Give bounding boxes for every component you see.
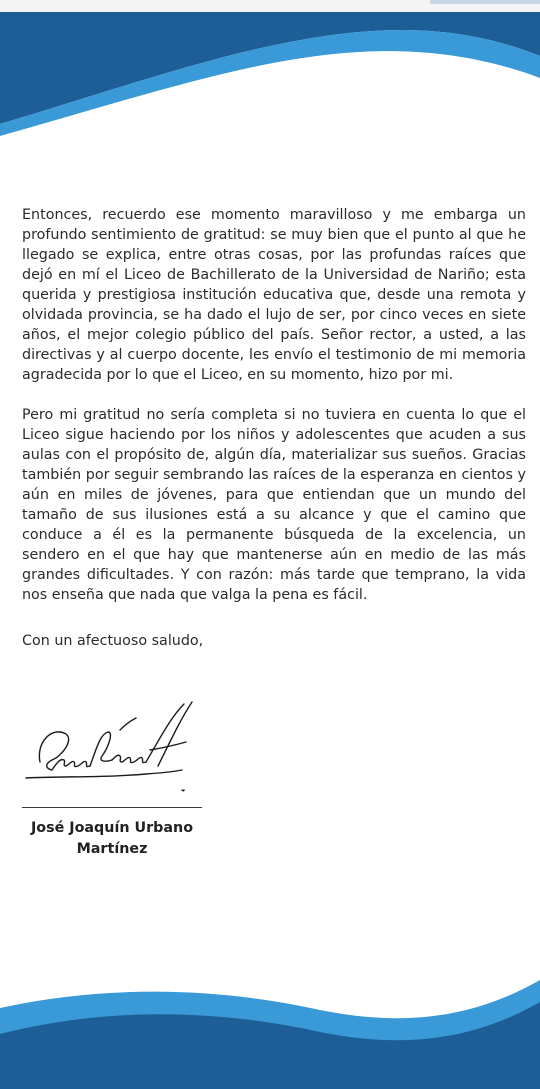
letter-closing: Con un afectuoso saludo, [22, 633, 204, 649]
signature-block [22, 690, 202, 860]
signer-name-line-1: José Joaquín Urbano [30, 820, 194, 836]
letter-paragraph-2: Pero mi gratitud no sería completa si no tuviera en cuenta lo que el Liceo sigue haciendo por los niños y adolescentes que acuden a sus aulas con el propósito de, algún día, materializar sus sueños. Gracias también por seguir sembrando las raíces de la esperanza en cientos y aún en miles de jóvenes, para que entiendan que un mundo del tamaño de sus ilusiones está a su alcance y que el camino que conduce a él es la permanente búsqueda de la excelencia, un sendero en el que hay que mantenerse aún en medio de las más grandes dificultades. Y con razón: más tarde que temprano, la vida nos enseña que nada que valga la pena es fácil. [22, 407, 526, 603]
handwritten-signature [22, 690, 202, 805]
top-strip-accent [430, 0, 540, 4]
signer-name [22, 818, 202, 860]
header-wave-decoration [0, 12, 540, 142]
letter-body [22, 205, 526, 651]
signer-name-line-2: Martínez [76, 841, 148, 857]
letter-paragraph-1: Entonces, recuerdo ese momento maravilloso y me embarga un profundo sentimiento de gratitud: se muy bien que el punto al que he llegado se explica, entre otras cosas, por las profundas raíces que dejó en mí el Liceo de Bachillerato de la Universidad de Nariño; esta querida y prestigiosa institución educativa que, desde una remota y olvidada provincia, se ha dado el lujo de ser, por cinco veces en siete años, el mejor colegio público del país. Señor rector, a usted, a las directivas y al cuerpo docente, les envío el testimonio de mi memoria agradecida por lo que el Liceo, en su momento, hizo por mi. [22, 207, 526, 383]
signature-line [22, 807, 202, 808]
footer-wave-decoration [0, 950, 540, 1089]
